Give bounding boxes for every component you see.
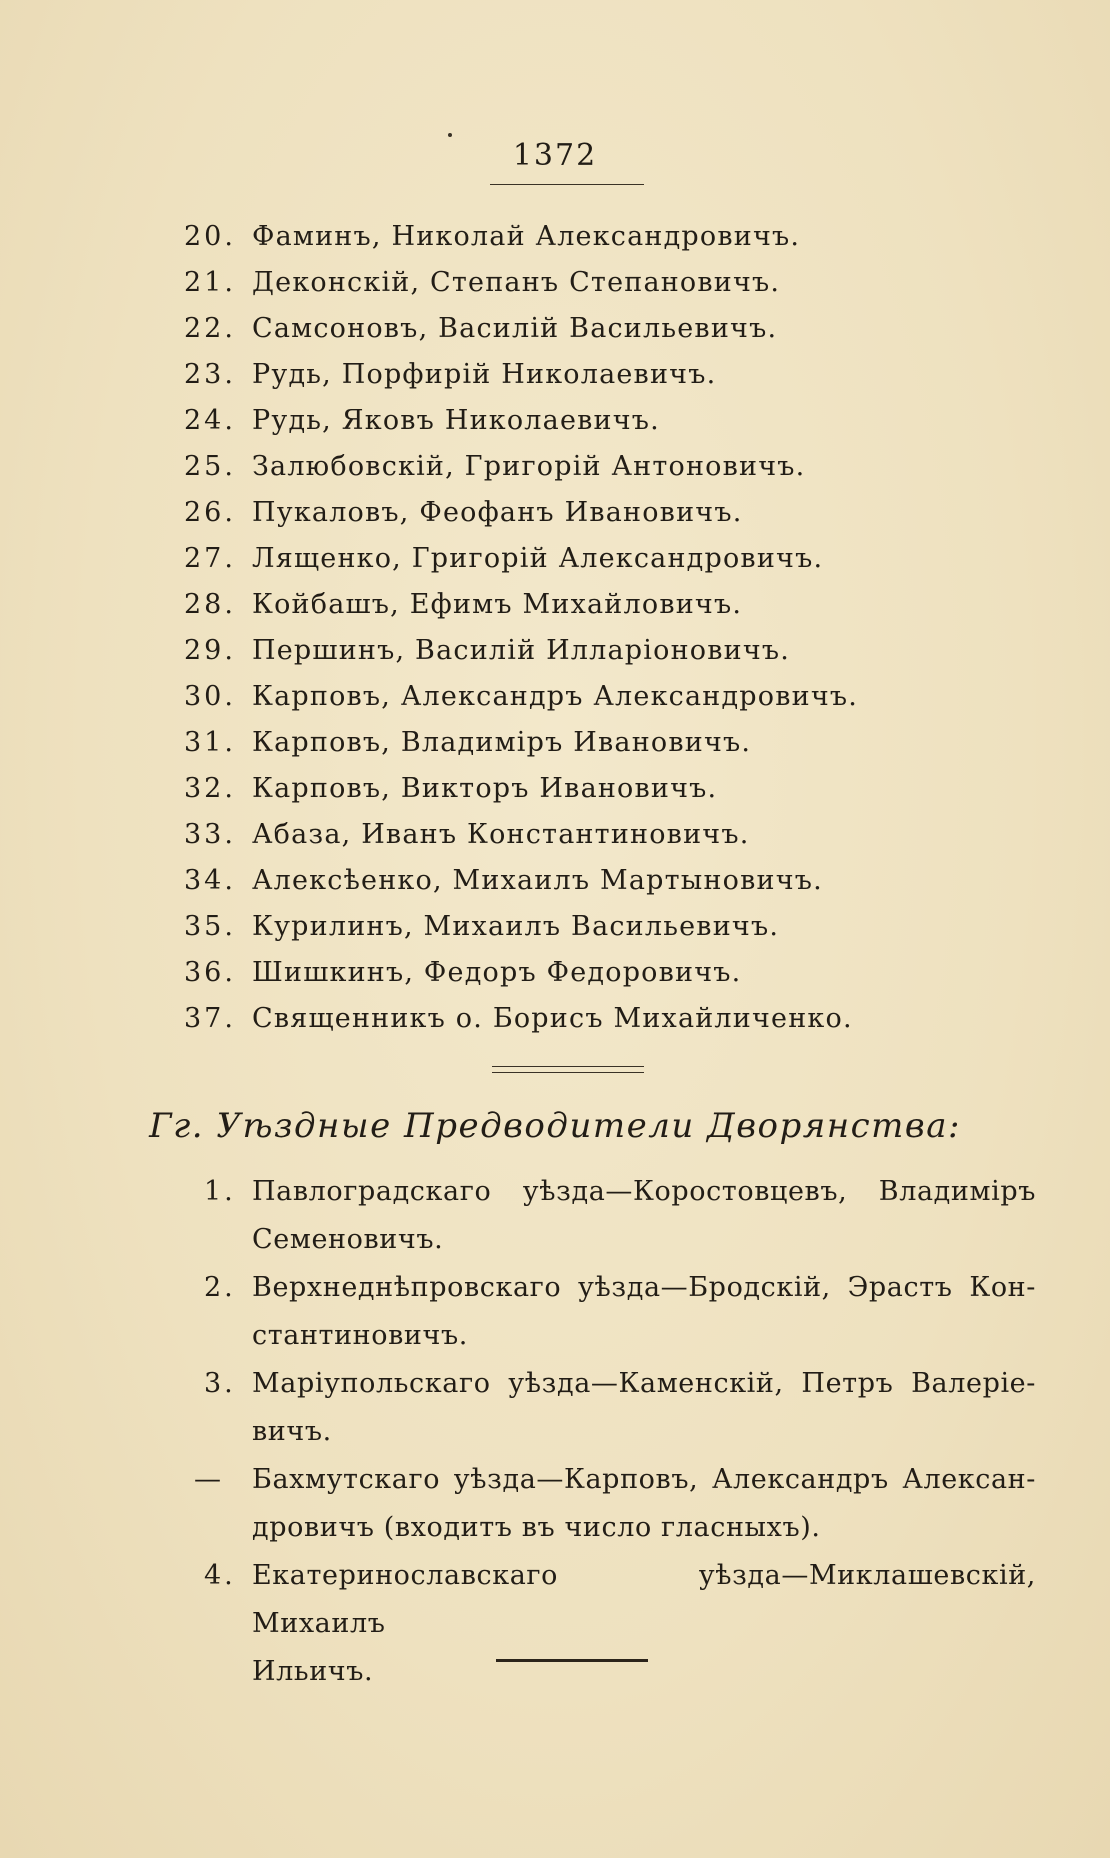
list-item — [184, 214, 944, 260]
item-number: 1. — [204, 1176, 236, 1207]
list-item — [184, 444, 944, 490]
list-item — [184, 582, 944, 628]
item-number: 23. — [184, 359, 236, 390]
list-item — [184, 812, 944, 858]
list-item — [184, 904, 944, 950]
list-item — [196, 1456, 1036, 1552]
entry-continuation: Семеновичъ. — [252, 1224, 444, 1255]
member-name: Карповъ, Владиміръ Ивановичъ. — [252, 727, 752, 758]
item-dash: — — [194, 1464, 221, 1495]
item-number: 31. — [184, 727, 236, 758]
list-item — [196, 1264, 1036, 1360]
item-number: 27. — [184, 543, 236, 574]
item-number: 35. — [184, 911, 236, 942]
member-name: Деконскій, Степанъ Степановичъ. — [252, 267, 781, 298]
item-number: 29. — [184, 635, 236, 666]
entry-first-line: Бахмутскаго уѣзда—Карповъ, Александръ Алексан- — [252, 1464, 1036, 1495]
item-number: 26. — [184, 497, 236, 528]
item-number: 34. — [184, 865, 236, 896]
list-item — [184, 352, 944, 398]
list-item — [184, 766, 944, 812]
page-number: 1372 — [512, 138, 598, 173]
item-number: 25. — [184, 451, 236, 482]
item-number: 28. — [184, 589, 236, 620]
item-number: 2. — [204, 1272, 236, 1303]
member-name: Шишкинъ, Федоръ Федоровичъ. — [252, 957, 742, 988]
item-number: 24. — [184, 405, 236, 436]
list-item — [184, 490, 944, 536]
item-number: 37. — [184, 1003, 236, 1034]
entry-continuation: дровичъ (входитъ въ число гласныхъ). — [252, 1512, 821, 1543]
printer-dot — [448, 133, 452, 137]
item-number: 32. — [184, 773, 236, 804]
item-number: 3. — [204, 1368, 236, 1399]
list-item — [184, 720, 944, 766]
list-item — [184, 398, 944, 444]
member-name: Карповъ, Викторъ Ивановичъ. — [252, 773, 718, 804]
member-name: Самсоновъ, Василій Васильевичъ. — [252, 313, 778, 344]
item-number: 33. — [184, 819, 236, 850]
item-number: 20. — [184, 221, 236, 252]
list-item — [196, 1360, 1036, 1456]
member-name: Фаминъ, Николай Александровичъ. — [252, 221, 801, 252]
member-name: Абаза, Иванъ Константиновичъ. — [252, 819, 750, 850]
member-name: Священникъ о. Борисъ Михайличенко. — [252, 1003, 853, 1034]
list-item — [184, 950, 944, 996]
list-item — [184, 536, 944, 582]
entry-first-line: Маріупольскаго уѣзда—Каменскій, Петръ Валеріе- — [252, 1368, 1036, 1399]
entry-continuation: Ильичъ. — [252, 1656, 374, 1687]
council-members-list — [184, 214, 944, 1042]
list-item — [184, 674, 944, 720]
list-item — [184, 306, 944, 352]
member-name: Пукаловъ, Феофанъ Ивановичъ. — [252, 497, 743, 528]
member-name: Залюбовскій, Григорій Антоновичъ. — [252, 451, 806, 482]
list-item — [184, 260, 944, 306]
item-number: 22. — [184, 313, 236, 344]
list-item — [196, 1552, 1036, 1696]
list-item — [184, 996, 944, 1042]
member-name: Лященко, Григорій Александровичъ. — [252, 543, 824, 574]
entry-continuation: вичъ. — [252, 1416, 332, 1447]
member-name: Рудь, Порфирій Николаевичъ. — [252, 359, 717, 390]
member-name: Рудь, Яковъ Николаевичъ. — [252, 405, 660, 436]
section-divider — [492, 1066, 644, 1073]
section-heading: Гг. Уѣздные Предводители Дворянства: — [149, 1106, 961, 1146]
entry-first-line: Верхнеднѣпровскаго уѣзда—Бродскій, Эрастъ Кон- — [252, 1272, 1036, 1303]
list-item — [184, 858, 944, 904]
member-name: Курилинъ, Михаилъ Васильевичъ. — [252, 911, 780, 942]
member-name: Койбашъ, Ефимъ Михайловичъ. — [252, 589, 743, 620]
member-name: Першинъ, Василій Илларіоновичъ. — [252, 635, 791, 666]
list-item — [184, 628, 944, 674]
entry-first-line: Екатеринославскаго уѣзда—Миклашевскій, Михаилъ — [252, 1560, 1036, 1639]
entry-continuation: стантиновичъ. — [252, 1320, 468, 1351]
end-rule — [496, 1659, 648, 1662]
marshals-list — [196, 1168, 1036, 1696]
list-item — [196, 1168, 1036, 1264]
entry-first-line: Павлоградскаго уѣзда—Коростовцевъ, Владиміръ — [252, 1176, 1036, 1207]
member-name: Алексѣенко, Михаилъ Мартыновичъ. — [252, 865, 823, 896]
item-number: 21. — [184, 267, 236, 298]
item-number: 36. — [184, 957, 236, 988]
page-number-rule — [490, 184, 644, 185]
member-name: Карповъ, Александръ Александровичъ. — [252, 681, 859, 712]
item-number: 4. — [204, 1560, 236, 1591]
item-number: 30. — [184, 681, 236, 712]
